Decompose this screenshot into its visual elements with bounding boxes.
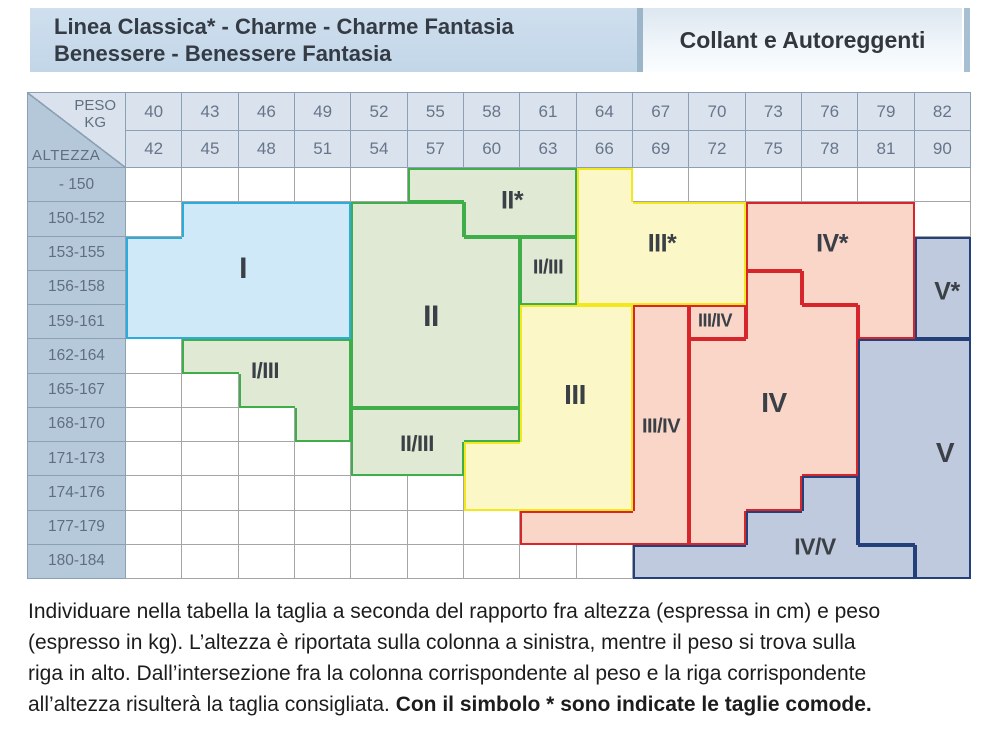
size-zone-cell-II: [351, 305, 407, 339]
size-zone-cell-IV: [802, 305, 858, 339]
size-zone-cell-V: [915, 511, 971, 545]
weight-cell: 82: [915, 93, 971, 131]
size-zone-cell-V: [858, 476, 914, 510]
empty-cell: [408, 476, 464, 510]
size-zone-cell-III/IV: [577, 511, 633, 545]
weight-cell: 69: [633, 131, 689, 168]
size-zone-cell-V*: [915, 237, 971, 271]
size-zone-cell-III/IV: [633, 511, 689, 545]
empty-cell: [295, 511, 351, 545]
size-zone-cell-IV/V: [633, 545, 689, 579]
size-zone-cell-III: [520, 476, 576, 510]
weight-cell: 45: [182, 131, 238, 168]
size-zone-cell-V: [915, 476, 971, 510]
weight-cell: 51: [295, 131, 351, 168]
height-cell: 159-161: [28, 305, 126, 339]
size-zone-cell-III: [577, 408, 633, 442]
empty-cell: [689, 168, 745, 202]
height-cell: 162-164: [28, 339, 126, 373]
empty-cell: [295, 545, 351, 579]
instructions-line: (espresso in kg). L’altezza è riportata sulla colonna a sinistra, mentre il peso si trova sulla: [28, 631, 856, 654]
size-zone-cell-III*: [577, 202, 633, 236]
weight-cell: 48: [239, 131, 295, 168]
size-zone-cell-IV/V: [689, 545, 745, 579]
size-zone-label: II*: [500, 186, 524, 215]
size-zone-cell-I: [295, 202, 351, 236]
size-zone-label: II/III: [532, 256, 564, 279]
height-cell: 180-184: [28, 545, 126, 579]
size-zone-cell-II/III-lower: [464, 408, 520, 442]
size-zone-cell-IV*: [858, 237, 914, 271]
empty-cell: [295, 442, 351, 476]
size-zone-cell-II*: [408, 168, 464, 202]
comfort-sizes-note: Con il simbolo * sono indicate le taglie comode.: [395, 693, 872, 716]
header-right-panel: [643, 8, 962, 72]
height-cell: 156-158: [28, 271, 126, 305]
empty-cell: [239, 511, 295, 545]
instructions-text: [28, 596, 880, 720]
size-zone-label: I: [239, 252, 247, 285]
empty-cell: [239, 545, 295, 579]
empty-cell: [577, 545, 633, 579]
empty-cell: [351, 168, 407, 202]
size-zone-cell-III/IV: [633, 374, 689, 408]
size-zone-cell-I: [239, 305, 295, 339]
size-zone-cell-III: [520, 408, 576, 442]
empty-cell: [182, 511, 238, 545]
size-zone-cell-IV*: [858, 202, 914, 236]
weight-cell: 55: [408, 93, 464, 131]
size-zone-cell-II: [464, 339, 520, 373]
empty-cell: [126, 442, 182, 476]
size-zone-cell-IV: [746, 476, 802, 510]
empty-cell: [126, 374, 182, 408]
size-zone-cell-I: [295, 237, 351, 271]
weight-cell: 81: [858, 131, 914, 168]
size-zone-cell-IV/V: [858, 545, 914, 579]
instructions-line: all’altezza risulterà la taglia consigliata. Con il simbolo * sono indicate le taglie comode.: [28, 693, 872, 716]
size-zone-cell-III: [577, 339, 633, 373]
empty-cell: [126, 511, 182, 545]
size-zone-cell-IV*: [746, 202, 802, 236]
size-zone-cell-IV: [689, 511, 745, 545]
size-zone-cell-II: [408, 202, 464, 236]
height-cell: 150-152: [28, 202, 126, 236]
size-zone-cell-III/IV: [520, 511, 576, 545]
size-zone-cell-IV: [746, 305, 802, 339]
instructions-line: Individuare nella tabella la taglia a seconda del rapporto fra altezza (espressa in cm) e peso: [28, 600, 881, 623]
size-zone-label: I/III: [250, 358, 280, 383]
weight-cell: 75: [746, 131, 802, 168]
size-zone-cell-V: [915, 339, 971, 373]
weight-cell: 64: [577, 93, 633, 131]
size-zone-cell-II: [351, 339, 407, 373]
size-zone-cell-III*: [689, 202, 745, 236]
empty-cell: [746, 168, 802, 202]
size-zone-cell-IV*: [746, 237, 802, 271]
weight-cell: 67: [633, 93, 689, 131]
empty-cell: [239, 442, 295, 476]
size-zone-cell-IV: [746, 442, 802, 476]
size-zone-cell-II*: [520, 202, 576, 236]
size-zone-cell-II: [351, 202, 407, 236]
empty-cell: [126, 408, 182, 442]
size-zone-label: IV/V: [794, 533, 836, 560]
empty-cell: [408, 545, 464, 579]
size-table: [27, 92, 971, 579]
weight-cell: 58: [464, 93, 520, 131]
weight-cell: 66: [577, 131, 633, 168]
size-zone-cell-IV: [689, 408, 745, 442]
size-zone-cell-I/III: [295, 408, 351, 442]
empty-cell: [351, 511, 407, 545]
size-zone-cell-IV*: [858, 305, 914, 339]
empty-cell: [633, 168, 689, 202]
size-zone-cell-III*: [577, 237, 633, 271]
empty-cell: [802, 168, 858, 202]
size-zone-cell-II: [464, 305, 520, 339]
size-zone-cell-III: [520, 305, 576, 339]
weight-cell: 43: [182, 93, 238, 131]
height-cell: 177-179: [28, 511, 126, 545]
weight-cell: 52: [351, 93, 407, 131]
size-zone-cell-III: [520, 339, 576, 373]
size-zone-label: III*: [647, 229, 677, 258]
height-cell: 171-173: [28, 442, 126, 476]
empty-cell: [182, 168, 238, 202]
empty-cell: [858, 168, 914, 202]
weight-cell: 40: [126, 93, 182, 131]
size-zone-cell-III*: [689, 237, 745, 271]
height-cell: 153-155: [28, 237, 126, 271]
size-zone-cell-I: [239, 271, 295, 305]
empty-cell: [182, 442, 238, 476]
size-zone-cell-III*: [577, 168, 633, 202]
size-zone-cell-IV: [689, 374, 745, 408]
weight-cell: 72: [689, 131, 745, 168]
altezza-axis-label: ALTEZZA: [32, 147, 101, 164]
size-zone-cell-V: [915, 545, 971, 579]
size-zone-cell-I/III: [295, 339, 351, 373]
empty-cell: [915, 202, 971, 236]
size-zone-cell-IV: [802, 408, 858, 442]
height-cell: - 150: [28, 168, 126, 202]
size-zone-cell-II: [464, 271, 520, 305]
weight-cell: 57: [408, 131, 464, 168]
weight-cell: 73: [746, 93, 802, 131]
empty-cell: [295, 168, 351, 202]
weight-cell: 60: [464, 131, 520, 168]
size-zone-cell-I: [126, 305, 182, 339]
size-zone-cell-I: [126, 237, 182, 271]
peso-axis-label: PESO KG: [74, 97, 116, 131]
size-zone-label: II: [423, 300, 439, 333]
size-zone-label: V*: [934, 277, 960, 306]
size-zone-cell-IV: [746, 339, 802, 373]
empty-cell: [408, 511, 464, 545]
weight-cell: 79: [858, 93, 914, 131]
size-zone-cell-II: [408, 237, 464, 271]
empty-cell: [239, 408, 295, 442]
empty-cell: [182, 408, 238, 442]
size-zone-cell-III/IV: [633, 476, 689, 510]
size-zone-label: III/IV: [641, 415, 681, 438]
category-title: Collant e Autoreggenti: [679, 26, 926, 53]
instructions-line: riga in alto. Dall’intersezione fra la colonna corrispondente al peso e la riga corrispondente: [28, 662, 867, 685]
size-zone-label: V: [935, 437, 955, 468]
size-zone-cell-V: [858, 511, 914, 545]
size-zone-cell-I: [182, 305, 238, 339]
empty-cell: [464, 545, 520, 579]
empty-cell: [239, 168, 295, 202]
size-zone-cell-III*: [577, 271, 633, 305]
empty-cell: [520, 545, 576, 579]
height-cell: 165-167: [28, 374, 126, 408]
size-zone-cell-IV*: [802, 271, 858, 305]
size-zone-cell-III/IV: [633, 442, 689, 476]
size-zone-cell-V: [858, 339, 914, 373]
size-zone-cell-II*: [520, 168, 576, 202]
size-zone-cell-IV: [689, 442, 745, 476]
size-zone-cell-II: [408, 374, 464, 408]
size-zone-cell-V: [858, 374, 914, 408]
size-zone-cell-II: [464, 237, 520, 271]
size-zone-cell-III: [577, 305, 633, 339]
size-zone-cell-I/III: [295, 374, 351, 408]
weight-cell: 90: [915, 131, 971, 168]
size-zone-cell-V: [858, 408, 914, 442]
empty-cell: [126, 168, 182, 202]
weight-cell: 46: [239, 93, 295, 131]
weight-cell: 42: [126, 131, 182, 168]
size-zone-cell-I/III: [182, 339, 238, 373]
size-zone-cell-I: [295, 305, 351, 339]
height-cell: 174-176: [28, 476, 126, 510]
size-zone-cell-III/IV: [633, 305, 689, 339]
corner-cell: [28, 93, 126, 168]
size-zone-cell-IV: [689, 476, 745, 510]
size-zone-cell-III: [464, 442, 520, 476]
size-zone-cell-III: [577, 442, 633, 476]
empty-cell: [126, 476, 182, 510]
size-zone-cell-V: [858, 442, 914, 476]
header-accent-bar: [964, 8, 970, 72]
size-zone-cell-I: [182, 271, 238, 305]
size-zone-cell-III: [464, 476, 520, 510]
size-zone-cell-II: [351, 374, 407, 408]
height-cell: 168-170: [28, 408, 126, 442]
size-zone-cell-I: [295, 271, 351, 305]
size-zone-cell-V: [915, 374, 971, 408]
size-zone-cell-IV*: [858, 271, 914, 305]
size-zone-cell-II: [408, 339, 464, 373]
empty-cell: [182, 476, 238, 510]
size-zone-label: II/III: [400, 431, 434, 456]
size-zone-label: III: [564, 379, 586, 410]
size-zone-cell-IV/V: [802, 476, 858, 510]
empty-cell: [126, 545, 182, 579]
size-zone-cell-V*: [915, 305, 971, 339]
size-zone-cell-IV: [802, 374, 858, 408]
empty-cell: [126, 339, 182, 373]
size-zone-cell-II: [464, 374, 520, 408]
size-zone-cell-IV: [802, 339, 858, 373]
size-zone-cell-III*: [689, 271, 745, 305]
empty-cell: [464, 511, 520, 545]
size-zone-cell-I: [126, 271, 182, 305]
size-zone-cell-III: [577, 476, 633, 510]
header-left-panel: [30, 8, 637, 72]
empty-cell: [915, 168, 971, 202]
empty-cell: [182, 374, 238, 408]
weight-cell: 49: [295, 93, 351, 131]
size-zone-cell-I: [239, 237, 295, 271]
weight-cell: 61: [520, 93, 576, 131]
size-zone-cell-III/IV: [633, 339, 689, 373]
size-zone-cell-IV: [802, 442, 858, 476]
size-zone-cell-II: [351, 237, 407, 271]
size-zone-cell-I: [239, 202, 295, 236]
size-zone-label: IV: [761, 387, 787, 418]
empty-cell: [295, 476, 351, 510]
product-line-title-line1: Linea Classica* - Charme - Charme Fantasia: [54, 14, 514, 39]
empty-cell: [126, 202, 182, 236]
size-zone-cell-IV: [689, 339, 745, 373]
size-zone-cell-I: [182, 237, 238, 271]
weight-cell: 70: [689, 93, 745, 131]
size-zone-label: III/IV: [697, 310, 733, 331]
weight-cell: 78: [802, 131, 858, 168]
size-zone-cell-III: [520, 442, 576, 476]
empty-cell: [351, 476, 407, 510]
empty-cell: [351, 545, 407, 579]
size-zone-cell-I: [182, 202, 238, 236]
size-zone-cell-II: [351, 271, 407, 305]
weight-cell: 54: [351, 131, 407, 168]
product-line-title-line2: Benessere - Benessere Fantasia: [54, 41, 392, 66]
size-zone-cell-III*: [633, 271, 689, 305]
size-zone-cell-IV: [746, 271, 802, 305]
weight-cell: 76: [802, 93, 858, 131]
weight-cell: 63: [520, 131, 576, 168]
empty-cell: [182, 545, 238, 579]
empty-cell: [239, 476, 295, 510]
size-zone-label: IV*: [816, 229, 848, 258]
